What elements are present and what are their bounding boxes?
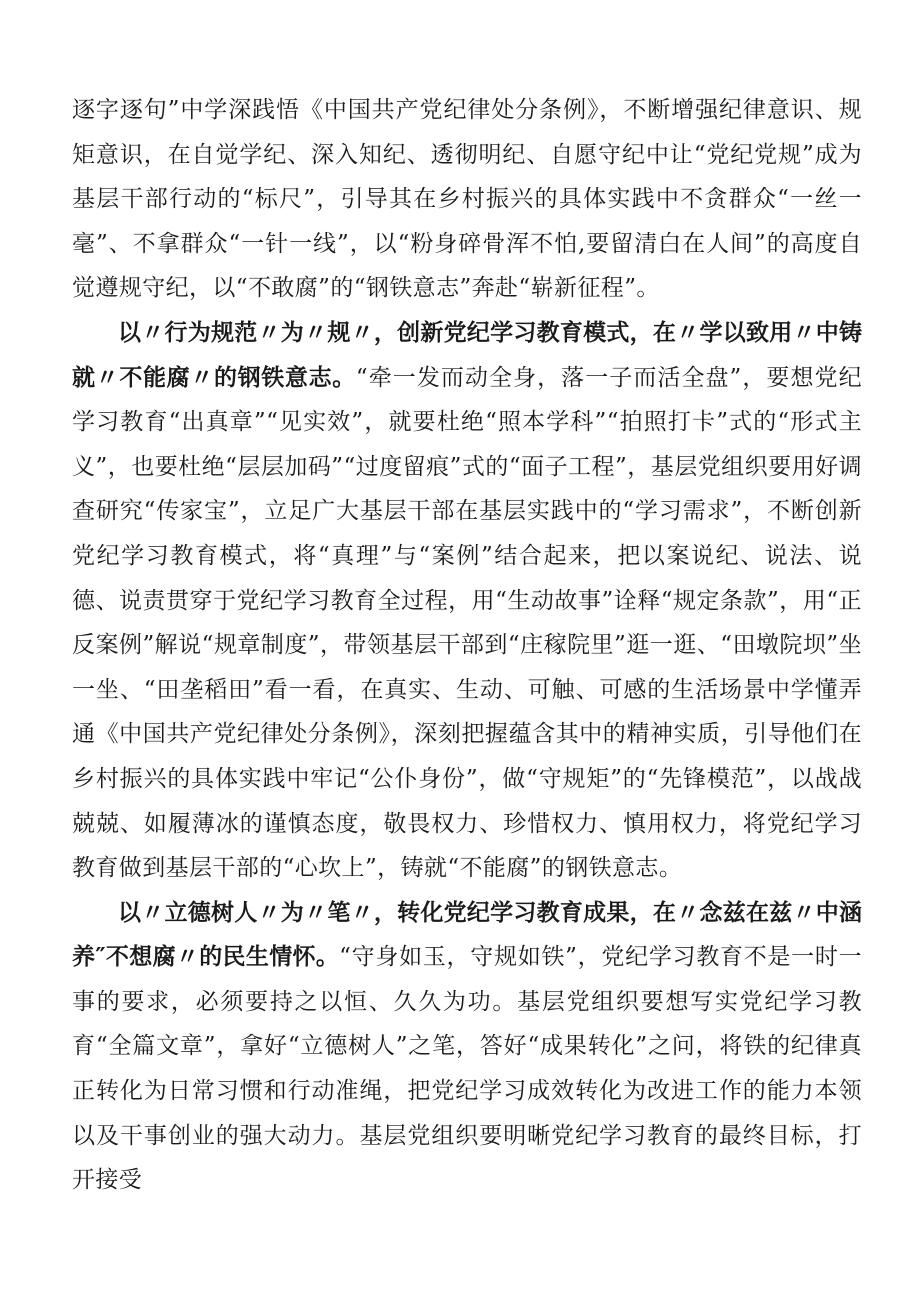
paragraph-section-norms <box>72 311 862 891</box>
paragraph-section-morality <box>72 891 862 1203</box>
paragraph-body: “守身如玉，守规如铁”，党纪学习教育不是一时一事的要求，必须要持之以恒、久久为功。基层党组织要想写实党纪学习教育“全篇文章”，拿好“立德树人”之笔，答好“成果转化”之问，将铁的纪律真正转化为日常习惯和行动准绳，把党纪学习成效转化为改进工作的能力本领以及干事创业的强大动力。基层党组织要明晰党纪学习教育的最终目标，打开接受 <box>72 944 863 1194</box>
section-heading: 以〃立德树人〃为〃笔〃，转化党纪学习教育成果，在〃念兹在兹〃中涵养″不想腐〃的民生情怀。 <box>72 899 862 971</box>
paragraph-continued <box>72 88 862 311</box>
paragraph-body: “牵一发而动全身，落一子而活全盘”，要想党纪学习教育“出真章”“见实效”，就要杜绝“照本学科”“拍照打卡”式的“形式主义”，也要杜绝“层层加码”“过度留痕”式的“面子工程”，基层党组织要用好调查研究“传家宝”，立足广大基层干部在基层实践中的“学习需求”，不断创新党纪学习教育模式，将“真理”与“案例”结合起来，把以案说纪、说法、说德、说责贯穿于党纪学习教育全过程，用“生动故事”诠释“规定条款”，用“正反案例”解说“规章制度”，带领基层干部到“庄稼院里”逛一逛、“田墩院坝”坐一坐、“田垄稻田”看一看，在真实、生动、可触、可感的生活场景中学懂弄通《中国共产党纪律处分条例》，深刻把握蕴含其中的精神实质，引导他们在乡村振兴的具体实践中牢记“公仆身份”，做“守规矩”的“先锋模范”，以战战兢兢、如履薄冰的谨慎态度，敬畏权力、珍惜权力、慎用权力，将党纪学习教育做到基层干部的“心坎上”，铸就“不能腐”的钢铁意志。 <box>72 364 862 882</box>
document-page <box>72 88 862 1203</box>
paragraph-body: 逐字逐句”中学深践悟《中国共产党纪律处分条例》，不断增强纪律意识、规矩意识，在自觉学纪、深入知纪、透彻明纪、自愿守纪中让“党纪党规”成为基层干部行动的“标尺”，引导其在乡村振兴的具体实践中不贪群众“一丝一毫”、不拿群众“一针一线”，以“粉身碎骨浑不怕,要留清白在人间”的高度自觉遵规守纪，以“不敢腐”的“钢铁意志”奔赴“崭新征程”。 <box>72 97 862 302</box>
section-heading: 以〃行为规范〃为〃规〃，创新党纪学习教育模式，在〃学以致用〃中铸就〃不能腐〃的钢铁意志。 <box>72 319 862 391</box>
